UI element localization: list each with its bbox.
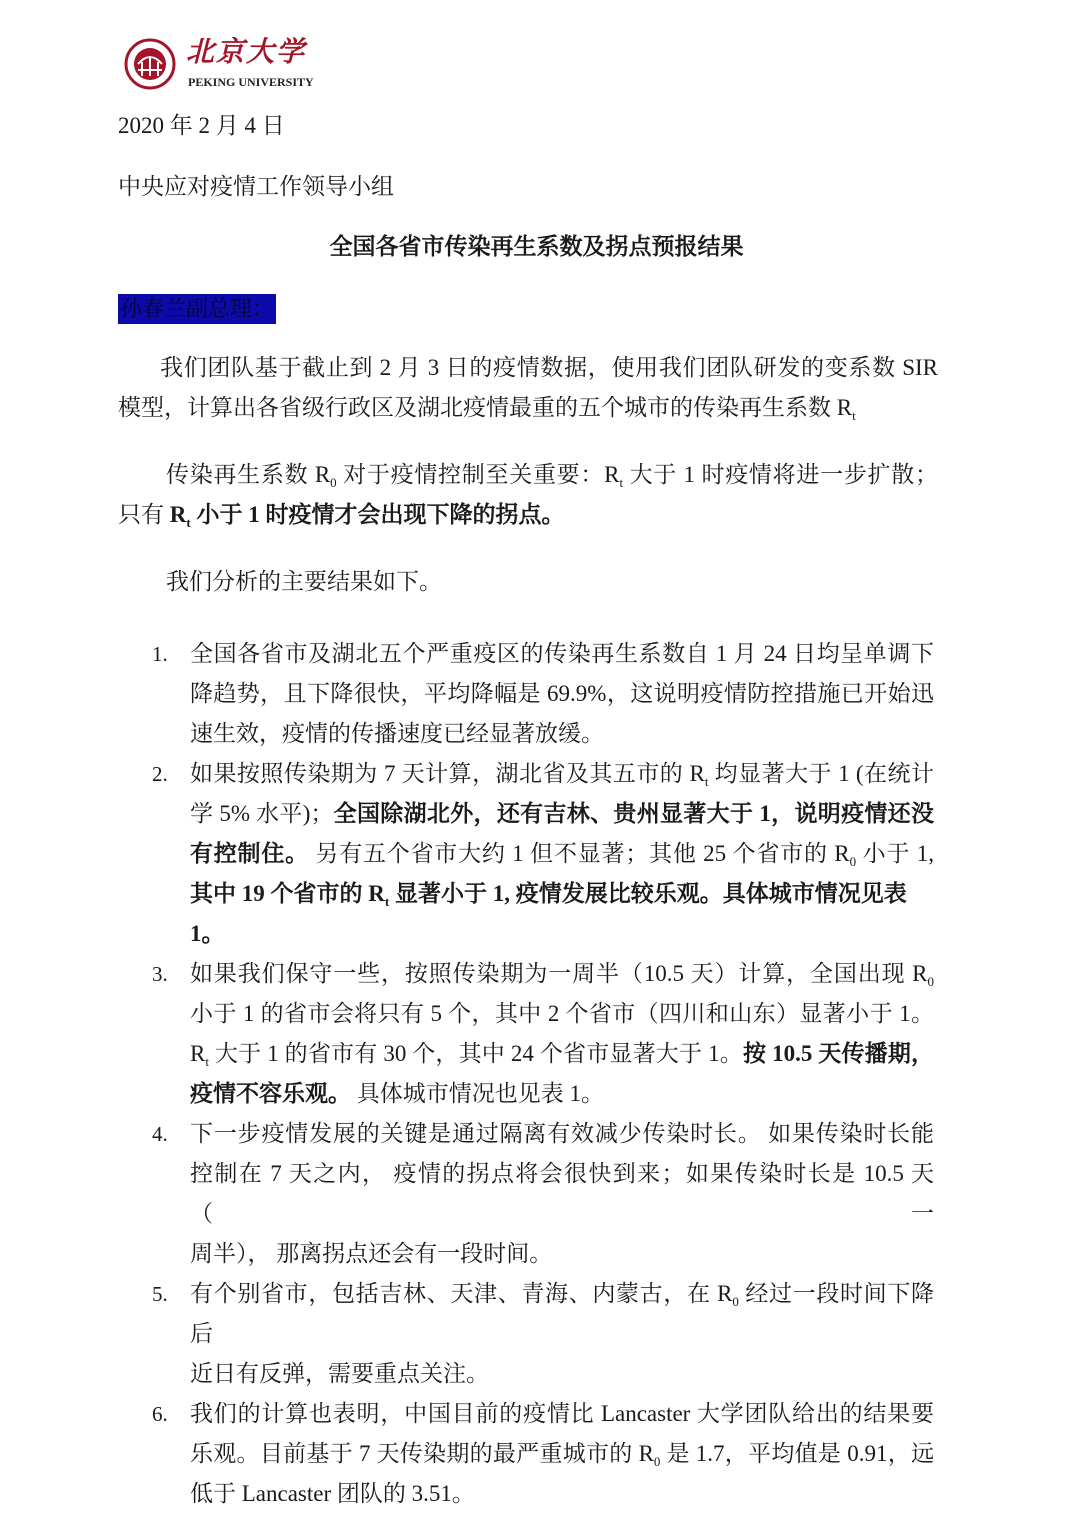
text-line [190,1234,934,1274]
logo-chinese-name: 北京大学 [186,37,307,68]
university-seal-icon [124,38,176,90]
text-segment: 如果我们保守一些，按照传染期为一周半（10.5 天）计算，全国出现 R [190,961,928,986]
text-segment: 速生效，疫情的传播速度已经显著放缓。 [190,721,604,746]
bold-text: 全国除湖北外，还有吉林、贵州显著大于 1，说明疫情还没 [333,801,934,826]
text-line [190,674,934,714]
text-line [190,1434,934,1474]
text-segment: 有个别省市，包括吉林、天津、青海、内蒙古，在 R [190,1281,733,1306]
subscript: 0 [849,854,857,869]
list-item-text [190,954,934,1114]
text-segment: 下一步疫情发展的关键是通过隔离有效减少传染时长。 如果传染时长能 [190,1121,934,1146]
text-line [190,954,934,994]
text-segment: 具体城市情况也见表 1。 [351,1081,604,1106]
recipient: 中央应对疫情工作领导小组 [118,174,394,199]
subscript: 0 [732,1294,739,1309]
text-line [118,495,938,535]
text-segment: 如果按照传染期为 7 天计算，湖北省及其五市的 R [190,761,705,786]
text-segment: 小于 1 的省市会将只有 5 个，其中 2 个省市（四川和山东）显著小于 1。 [190,1001,934,1026]
subscript: 0 [927,974,934,989]
subscript: t [704,774,709,789]
bold-text: 显著小于 1, 疫情发展比较乐观。具体城市情况见表 1。 [190,881,907,946]
text-line [190,794,934,834]
text-segment: 降趋势，且下降很快，平均降幅是 69.9%，这说明疫情防控措施已开始迅 [190,681,934,706]
peking-university-logo [124,36,344,96]
text-segment: 低于 Lancaster 团队的 3.51。 [190,1481,475,1506]
text-segment: 只有 [118,502,170,527]
text-line [118,348,938,388]
list-number: 3. [152,962,168,986]
list-item-text [190,1394,934,1514]
text-line [190,994,934,1034]
salutation-highlighted: 孙春兰副总理： [118,294,276,324]
logo-english-name: PEKING UNIVERSITY [188,75,314,89]
text-line [190,1114,934,1154]
text-segment: 小于 1, [856,841,935,866]
bold-text: 有控制住。 [190,841,309,866]
text-line [190,754,934,794]
text-line [190,1274,934,1354]
text-segment: 近日有反弹，需要重点关注。 [190,1361,489,1386]
text-line [190,1034,934,1074]
subscript: t [852,408,856,423]
list-number: 2. [152,762,168,786]
subscript: 0 [330,475,337,490]
list-item-text [190,754,934,954]
paragraph [118,562,938,602]
text-line [190,634,934,674]
subscript: 0 [653,1454,661,1469]
bold-text: 疫情不容乐观。 [190,1081,351,1106]
list-item-text [190,634,934,754]
list-item-text [190,1274,934,1394]
text-segment: R [190,1041,206,1066]
findings-list [118,634,938,1514]
text-segment: 是 1.7，平均值是 0.91，远 [660,1441,935,1466]
text-line [190,1474,934,1514]
text-segment: 乐观。目前基于 7 天传染期的最严重城市的 R [190,1441,654,1466]
text-segment: 大于 1 时疫情将进一步扩散； [623,462,938,487]
list-number: 4. [152,1122,168,1146]
list-item [118,1394,938,1514]
text-segment: 对于疫情控制至关重要：R [336,462,620,487]
document-date: 2020 年 2 月 4 日 [118,113,285,138]
text-segment: 周半）， 那离拐点还会有一段时间。 [190,1241,553,1266]
paragraph [118,348,938,428]
text-line [118,388,938,428]
text-segment: 另有五个省市大约 1 但不显著；其他 25 个省市的 R [308,841,850,866]
text-segment: 我们的计算也表明，中国目前的疫情比 Lancaster 大学团队给出的结果要 [190,1401,934,1426]
paragraph [118,455,938,535]
text-line [190,1354,934,1394]
subscript: t [384,894,390,909]
text-segment: 传染再生系数 R [166,462,331,487]
text-line [190,874,934,954]
bold-text: 按 10.5 天传播期， [742,1041,935,1066]
bold-text: 小于 1 时疫情才会出现下降的拐点。 [190,502,565,527]
document-title: 全国各省市传染再生系数及拐点预报结果 [329,234,744,259]
bold-text: 其中 19 个省市的 R [190,881,385,906]
list-item [118,634,938,754]
text-line [190,1394,934,1434]
text-segment: 经过一段时间下降后 [190,1281,935,1346]
text-line [190,1154,934,1234]
list-item [118,754,938,954]
text-segment: 全国各省市及湖北五个严重疫区的传染再生系数自 1 月 24 日均呈单调下 [190,641,934,666]
text-segment: 模型，计算出各省级行政区及湖北疫情最重的五个城市的传染再生系数 R [118,395,853,420]
text-line [190,1074,934,1114]
text-segment: 大于 1 的省市有 30 个，其中 24 个省市显著大于 1。 [208,1041,743,1066]
subscript: t [186,515,191,530]
text-line [190,834,934,874]
text-segment: 我们团队基于截止到 2 月 3 日的疫情数据，使用我们团队研发的变系数 SIR [160,355,938,380]
list-number: 6. [152,1402,168,1426]
text-line [118,455,938,495]
text-segment: 控制在 7 天之内， 疫情的拐点将会很快到来；如果传染时长是 10.5 天（一 [190,1161,934,1226]
list-item-text [190,1114,934,1274]
text-segment: 均显著大于 1 (在统计 [708,761,934,786]
text-line [118,562,938,602]
text-line [190,714,934,754]
list-item [118,1274,938,1394]
list-item [118,954,938,1114]
document-body [118,106,938,1514]
subscript: t [205,1054,209,1069]
list-number: 5. [152,1282,168,1306]
bold-text: R [169,502,187,527]
subscript: t [619,475,624,490]
list-item [118,1114,938,1274]
list-number: 1. [152,642,168,666]
text-segment: 学 5% 水平)； [190,801,334,826]
text-segment: 我们分析的主要结果如下。 [166,569,442,594]
